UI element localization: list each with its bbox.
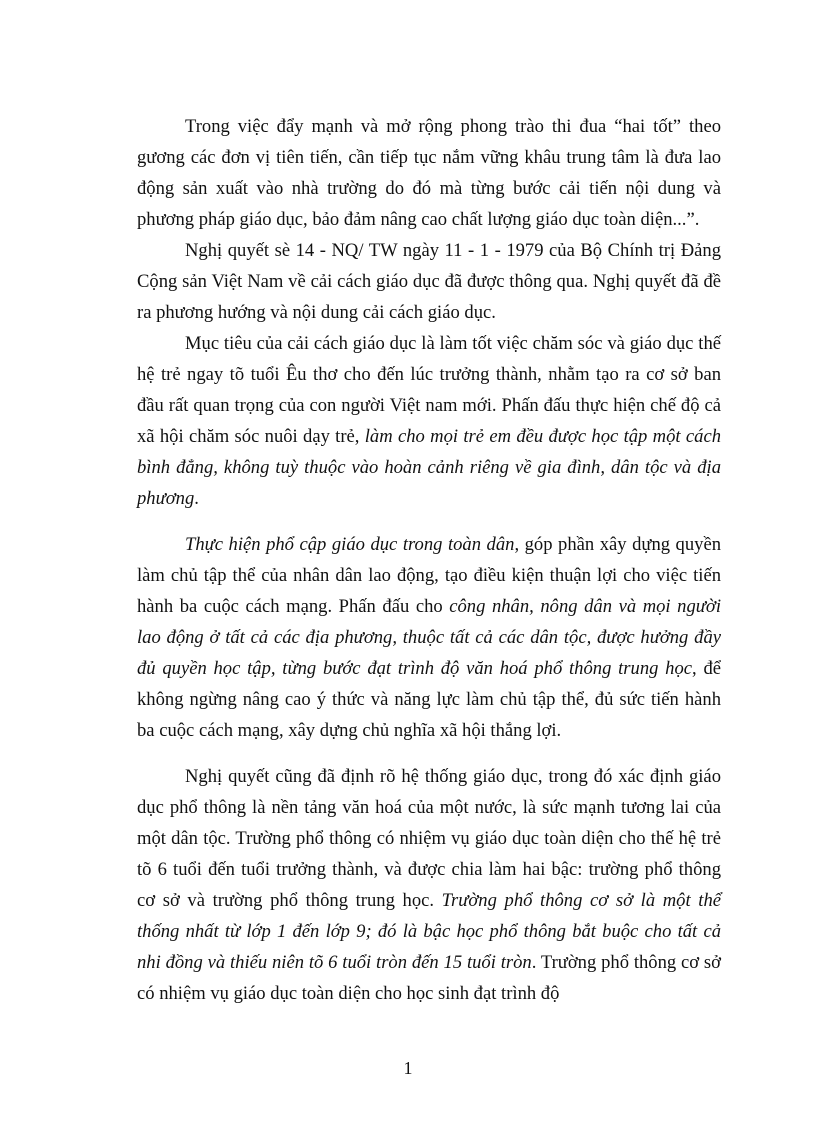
text-segment: Trong việc đẩy mạnh và mở rộng phong trào thi đua “hai tốt” theo gương các đơn vị tiên tiến, cần tiếp tục nắm vững khâu trung tâm là đưa lao động sản xuất vào nhà trường do đó mà từng bước cải tiến nội dung và phương pháp giáo dục, bảo đảm nâng cao chất lượng giáo dục toàn diện...”.: [137, 116, 721, 230]
paragraph-5: [137, 761, 721, 1009]
text-segment: Mục tiêu của cải cách giáo dục là làm tốt việc chăm sóc và giáo dục thế hệ trẻ ngay tõ tuổi Êu thơ cho đến lúc trưởng thành, nhằm tạo ra cơ sở ban đầu rất quan trọng của con người Việt nam mới. Phấn đấu thực hiện chế độ cả xã hội chăm sóc nuôi dạy trẻ,: [137, 333, 721, 447]
paragraph-3: [137, 328, 721, 514]
text-segment: .: [194, 488, 199, 509]
text-segment: Nghị quyết cũng đã định rõ hệ thống giáo dục, trong đó xác định giáo dục phổ thông là nền tảng văn hoá của một nước, là sức mạnh tương lai của một dân tộc. Trường phổ thông có nhiệm vụ giáo dục toàn diện cho thế hệ trẻ tõ 6 tuổi đến tuổi trưởng thành, và được chia làm hai bậc: trường phổ thông cơ sở và trường phổ thông trung học.: [137, 766, 721, 911]
italic-text-segment: công nhân, nông dân và mọi người lao động ở tất cả các địa phương, thuộc tất cả các dân tộc, được hưởng đầy đủ quyền học tập, từng bước đạt trình độ văn hoá phổ thông trung học: [137, 596, 721, 679]
paragraph-2: [137, 235, 721, 328]
italic-text-segment: Trường phổ thông cơ sở là một thể thống nhất từ lớp 1 đến lớp 9; đó là bậc học phổ thông bắt buộc cho tất cả nhi đồng và thiếu niên tõ 6 tuổi tròn đến 15 tuổi tròn: [137, 890, 721, 973]
text-segment: , để không ngừng nâng cao ý thức và năng lực làm chủ tập thể, đủ sức tiến hành ba cuộc cách mạng, xây dựng chủ nghĩa xã hội thắng lợi.: [137, 658, 721, 741]
italic-text-segment: làm cho mọi trẻ em đều được học tập một cách bình đẳng, không tuỳ thuộc vào hoàn cảnh riêng về gia đình, dân tộc và địa phương: [137, 426, 721, 509]
paragraph-4: [137, 529, 721, 746]
text-segment: . Trường phổ thông cơ sở có nhiệm vụ giáo dục toàn diện cho học sinh đạt trình độ: [137, 952, 721, 1004]
italic-text-segment: Thực hiện phổ cập giáo dục trong toàn dân: [185, 534, 515, 555]
paragraph-1: [137, 111, 721, 235]
text-segment: Nghị quyết sè 14 - NQ/ TW ngày 11 - 1 - 1979 của Bộ Chính trị Đảng Cộng sản Việt Nam về cải cách giáo dục đã được thông qua. Nghị quyết đã đề ra phương hướng và nội dung cải cách giáo dục.: [137, 240, 721, 323]
text-segment: , góp phần xây dựng quyền làm chủ tập thể của nhân dân lao động, tạo điều kiện thuận lợi cho việc tiến hành ba cuộc cách mạng. Phấn đấu cho: [137, 534, 721, 617]
page-number: 1: [403, 1058, 413, 1078]
